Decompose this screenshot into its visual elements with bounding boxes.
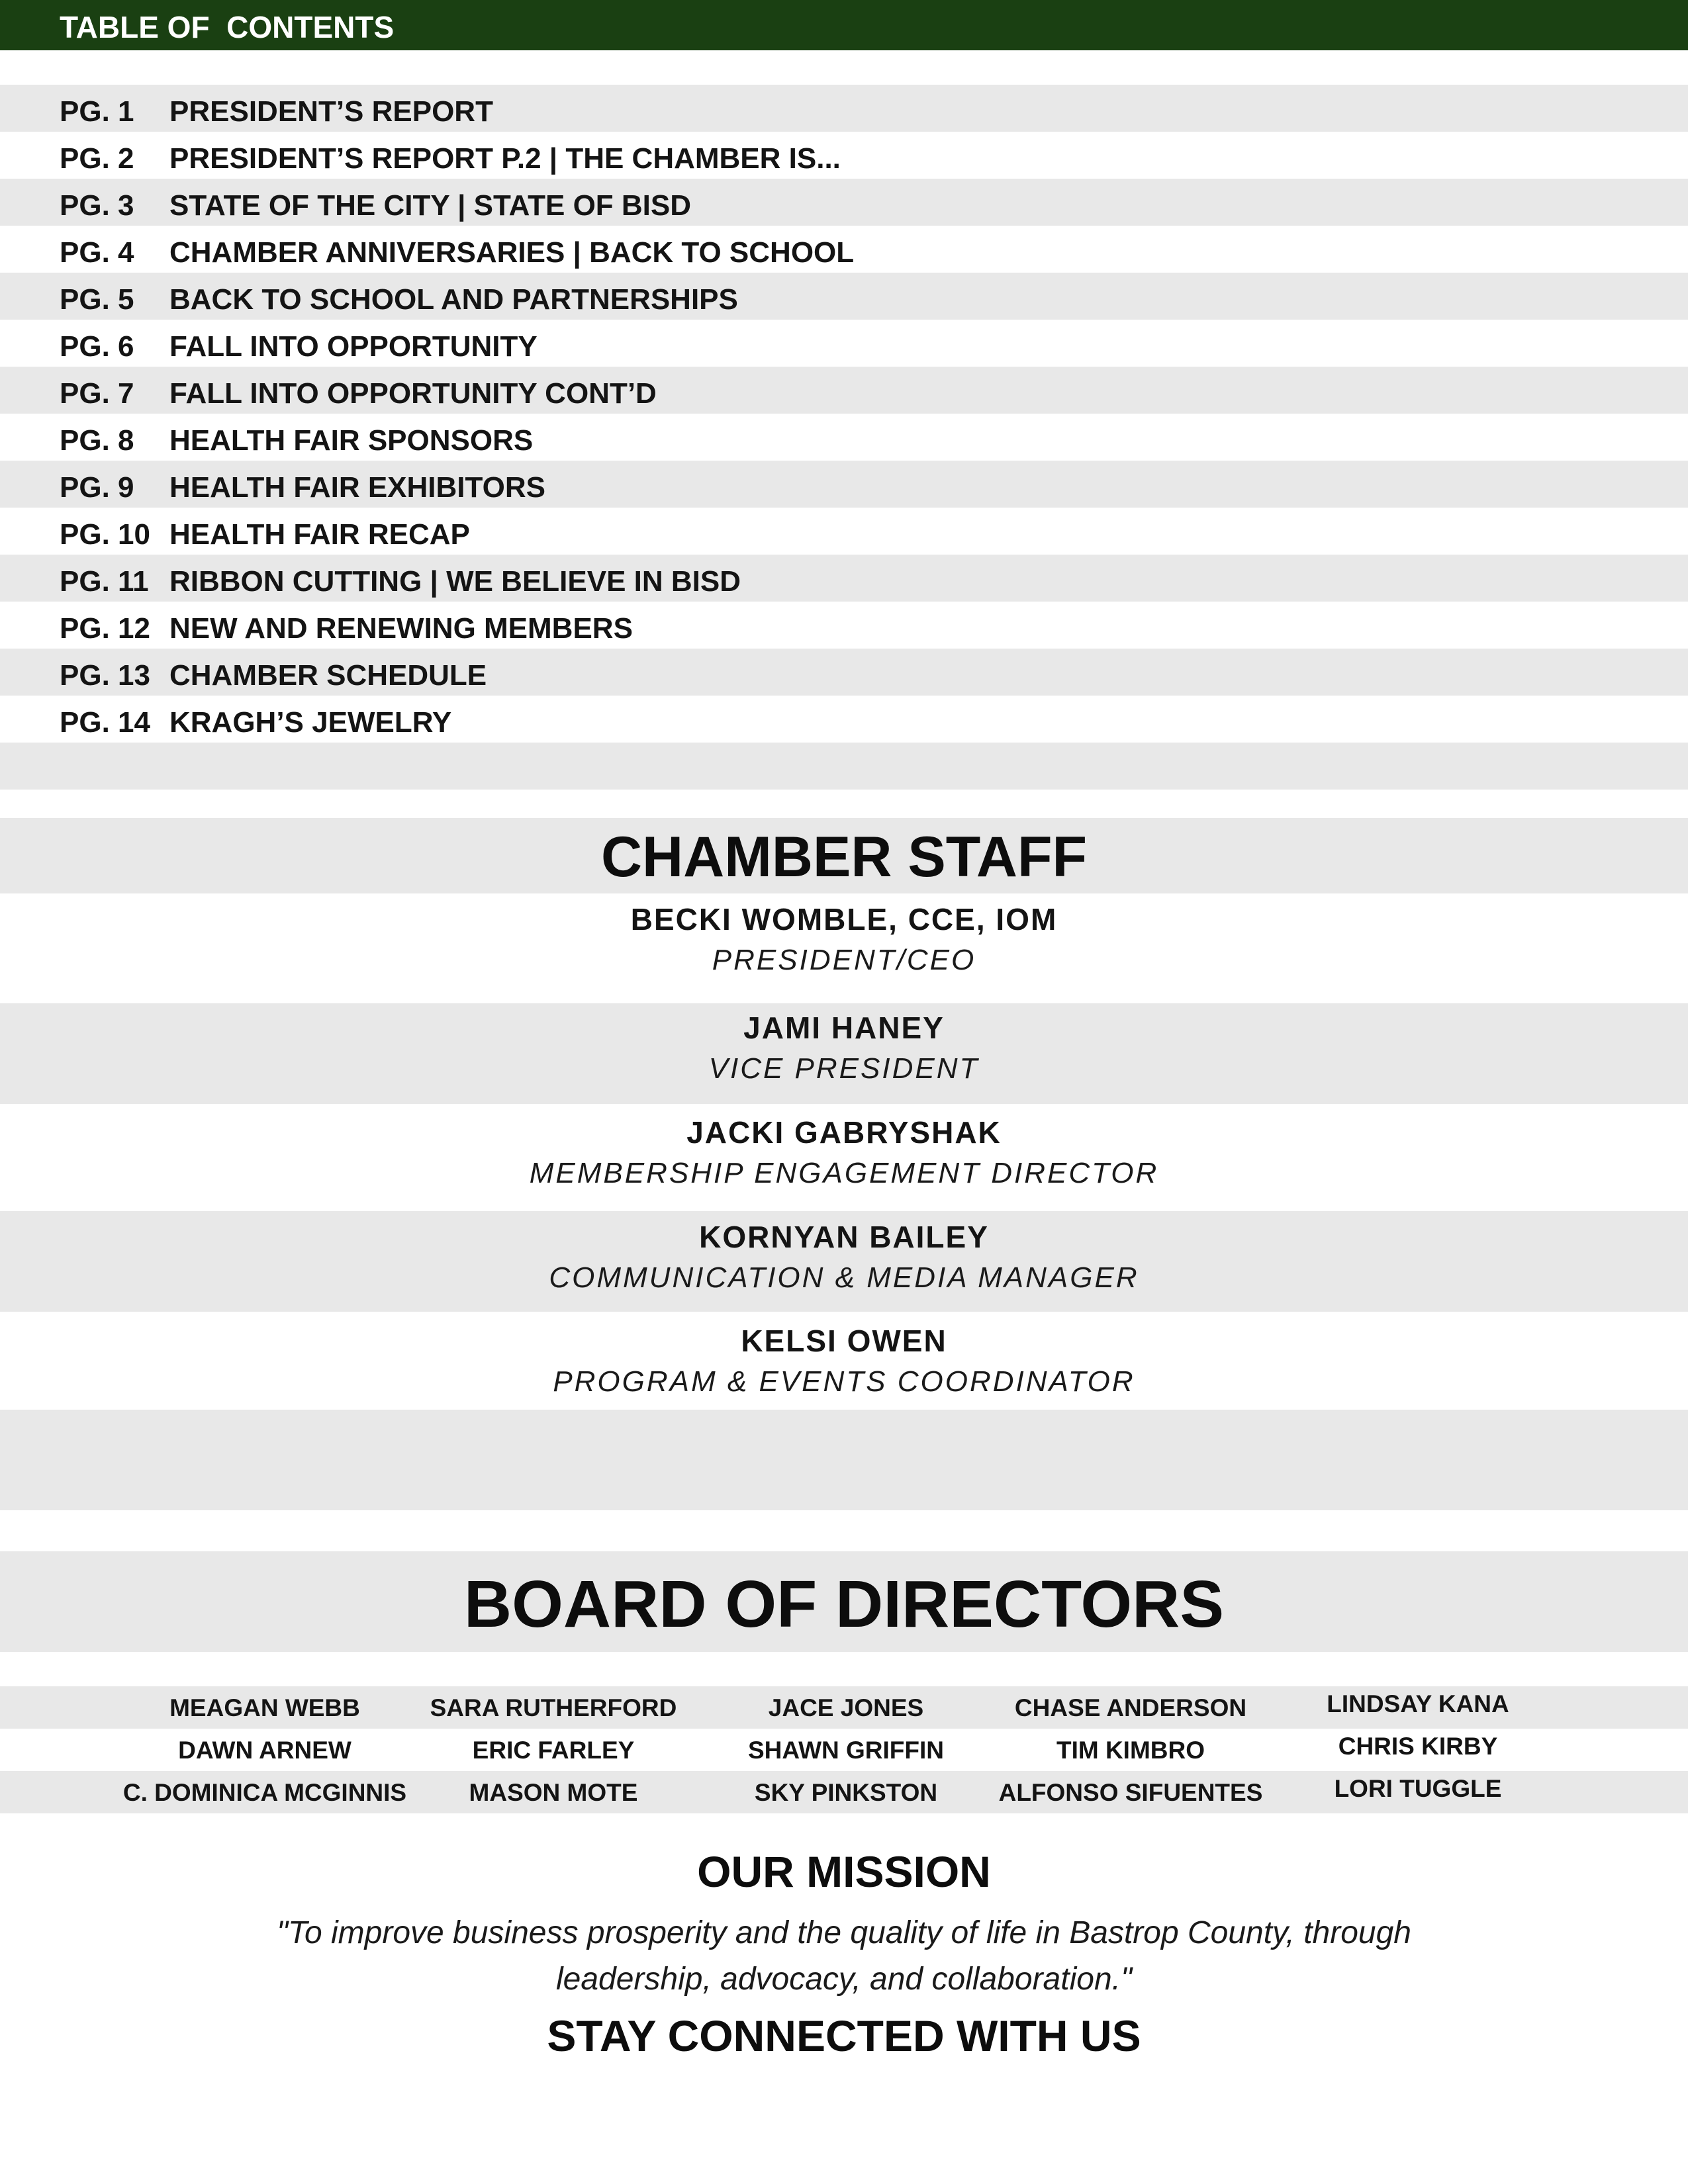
board-member: C. DOMINICA MCGINNIS	[122, 1779, 407, 1806]
board-member: TIM KIMBRO	[1056, 1737, 1205, 1764]
toc-entry-title: CHAMBER ANNIVERSARIES | BACK TO SCHOOL	[169, 236, 855, 269]
toc-entry-title: HEALTH FAIR RECAP	[169, 518, 470, 551]
staff-member	[0, 1112, 1688, 1194]
staff-role: MEMBERSHIP ENGAGEMENT DIRECTOR	[529, 1157, 1159, 1189]
toc-row-8[interactable]	[0, 414, 1688, 461]
board-member: SARA RUTHERFORD	[430, 1694, 677, 1721]
toc-row-1[interactable]	[0, 85, 1688, 132]
staff-member	[0, 1320, 1688, 1402]
toc-page-number: PG. 7	[60, 377, 134, 410]
toc-page-number: PG. 11	[60, 565, 149, 598]
toc-row-14[interactable]	[0, 696, 1688, 743]
board-row-2	[0, 1729, 1688, 1771]
header-title: TABLE OF CONTENTS	[60, 10, 395, 44]
toc-entry-title: FALL INTO OPPORTUNITY	[169, 330, 538, 363]
toc-row-12[interactable]	[0, 602, 1688, 649]
board-member: DAWN ARNEW	[178, 1737, 352, 1764]
toc-entry-title: HEALTH FAIR EXHIBITORS	[169, 471, 545, 504]
toc-entry-title: PRESIDENT’S REPORT P.2 | THE CHAMBER IS...	[169, 142, 841, 175]
toc-page-number: PG. 10	[60, 518, 150, 551]
mission-title: OUR MISSION	[697, 1847, 991, 1896]
toc-page-number: PG. 3	[60, 189, 134, 222]
toc-entry-title: NEW AND RENEWING MEMBERS	[169, 612, 633, 645]
board-row-1	[0, 1686, 1688, 1729]
toc-page-number: PG. 9	[60, 471, 134, 504]
board-member: MASON MOTE	[469, 1779, 638, 1806]
staff-member	[0, 1216, 1688, 1298]
toc-entry-title: KRAGH’S JEWELRY	[169, 706, 452, 739]
staff-name: KELSI OWEN	[741, 1324, 947, 1358]
board-member: LINDSAY KANA	[1327, 1690, 1509, 1717]
staff-name: JACKI GABRYSHAK	[686, 1115, 1002, 1150]
staff-member	[0, 1007, 1688, 1089]
toc-page-number: PG. 8	[60, 424, 134, 457]
staff-role: PRESIDENT/CEO	[712, 944, 976, 976]
mission-statement-line-1: "To improve business prosperity and the quality of life in Bastrop County, through	[277, 1915, 1411, 1950]
toc-row-13[interactable]	[0, 649, 1688, 696]
staff-empty-band	[0, 1410, 1688, 1510]
board-member: MEAGAN WEBB	[169, 1694, 360, 1721]
board-member: CHRIS KIRBY	[1338, 1733, 1498, 1760]
toc-entry-title: RIBBON CUTTING | WE BELIEVE IN BISD	[169, 565, 741, 598]
toc-row-11[interactable]	[0, 555, 1688, 602]
toc-entry-title: HEALTH FAIR SPONSORS	[169, 424, 534, 457]
stay-connected-title: STAY CONNECTED WITH US	[547, 2011, 1141, 2060]
toc-entry-title: BACK TO SCHOOL AND PARTNERSHIPS	[169, 283, 738, 316]
toc-entry-title: FALL INTO OPPORTUNITY CONT’D	[169, 377, 657, 410]
toc-empty-band	[0, 743, 1688, 790]
header-bar	[0, 0, 1688, 50]
toc-page-number: PG. 13	[60, 659, 150, 692]
toc-entry-title: CHAMBER SCHEDULE	[169, 659, 487, 692]
toc-row-5[interactable]	[0, 273, 1688, 320]
board-member: CHASE ANDERSON	[1014, 1694, 1247, 1721]
staff-member	[0, 899, 1688, 981]
toc-row-9[interactable]	[0, 461, 1688, 508]
board-member: SKY PINKSTON	[754, 1779, 938, 1806]
toc-page-number: PG. 4	[60, 236, 134, 269]
toc-row-3[interactable]	[0, 179, 1688, 226]
staff-name: KORNYAN BAILEY	[699, 1220, 989, 1254]
staff-section-title: CHAMBER STAFF	[600, 825, 1088, 889]
toc-row-2[interactable]	[0, 132, 1688, 179]
board-member: JACE JONES	[768, 1694, 924, 1721]
toc-page-number: PG. 1	[60, 95, 134, 128]
toc-page-number: PG. 12	[60, 612, 150, 645]
toc-row-4[interactable]	[0, 226, 1688, 273]
board-member: LORI TUGGLE	[1334, 1775, 1502, 1802]
staff-role: VICE PRESIDENT	[708, 1052, 980, 1085]
toc-entry-title: STATE OF THE CITY | STATE OF BISD	[169, 189, 692, 222]
mission-statement-line-2: leadership, advocacy, and collaboration."	[555, 1962, 1133, 1997]
toc-page-number: PG. 2	[60, 142, 134, 175]
board-member: SHAWN GRIFFIN	[748, 1737, 944, 1764]
staff-role: COMMUNICATION & MEDIA MANAGER	[549, 1261, 1139, 1294]
board-member: ALFONSO SIFUENTES	[998, 1779, 1263, 1806]
board-member: ERIC FARLEY	[472, 1737, 635, 1764]
toc-page-number: PG. 14	[60, 706, 150, 739]
staff-role: PROGRAM & EVENTS COORDINATOR	[553, 1365, 1135, 1398]
toc-entry-title: PRESIDENT’S REPORT	[169, 95, 493, 128]
staff-name: BECKI WOMBLE, CCE, IOM	[630, 902, 1058, 936]
toc-row-6[interactable]	[0, 320, 1688, 367]
toc-page-number: PG. 5	[60, 283, 134, 316]
toc-row-7[interactable]	[0, 367, 1688, 414]
board-section-title: BOARD OF DIRECTORS	[463, 1567, 1225, 1641]
staff-name: JAMI HANEY	[743, 1011, 945, 1045]
board-row-3	[0, 1771, 1688, 1813]
toc-row-10[interactable]	[0, 508, 1688, 555]
toc-page-number: PG. 6	[60, 330, 134, 363]
